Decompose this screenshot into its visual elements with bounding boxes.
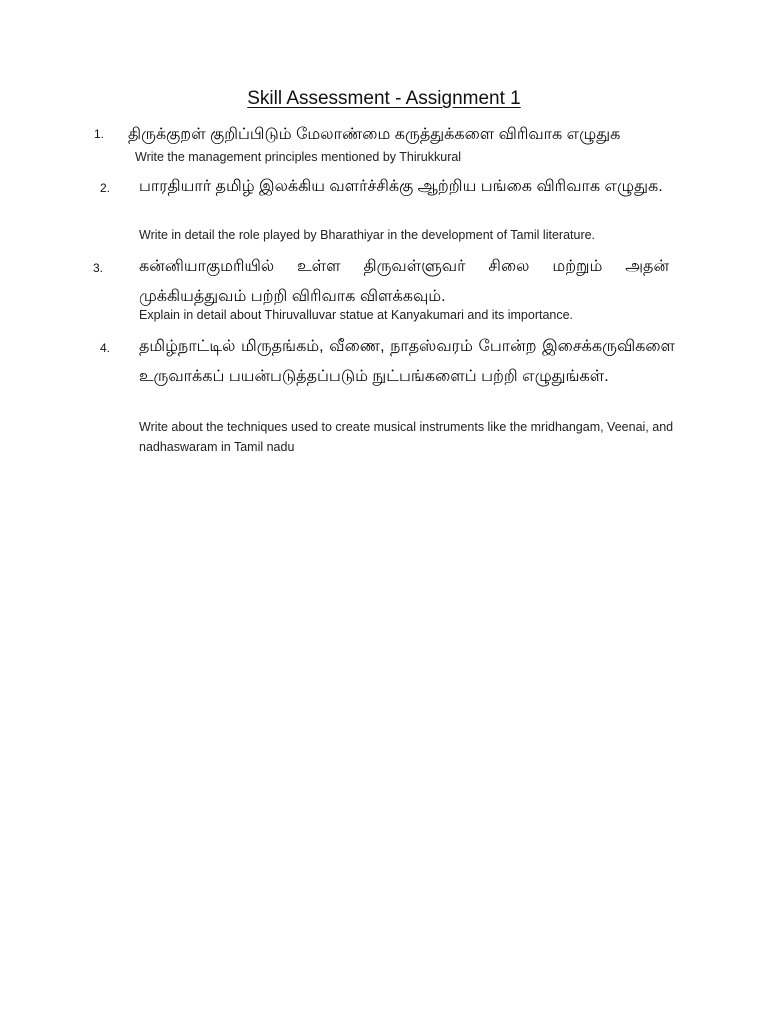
question-text-english: Write about the techniques used to create musical instruments like the mridhangam, Veenai, and nadhaswaram in Tamil nadu bbox=[139, 420, 674, 454]
question-number: 2. bbox=[100, 181, 111, 195]
question-number: 1. bbox=[94, 127, 105, 141]
page-title: Skill Assessment - Assignment 1 bbox=[247, 88, 521, 109]
question-text-english: Explain in detail about Thiruvalluvar statue at Kanyakumari and its importance. bbox=[139, 308, 574, 322]
question-text-english: Write in detail the role played by Bharathiyar in the development of Tamil literature. bbox=[139, 228, 596, 242]
question-text-english: Write the management principles mentioned by Thirukkural bbox=[135, 150, 462, 164]
question-number: 3. bbox=[93, 261, 104, 275]
question-text-tamil: திருக்குறள் குறிப்பிடும் மேலாண்மை கருத்துக்களை விரிவாக எழுதுக bbox=[128, 126, 621, 143]
question-text-tamil: கன்னியாகுமரியில் உள்ள திருவள்ளுவர் சிலை மற்றும் அதன் முக்கியத்துவம் பற்றி விரிவாக விளக்கவும். bbox=[139, 258, 669, 305]
question-text-tamil: பாரதியார் தமிழ் இலக்கிய வளர்ச்சிக்கு ஆற்றிய பங்கை விரிவாக எழுதுக. bbox=[139, 178, 663, 195]
question-text-tamil: தமிழ்நாட்டில் மிருதங்கம், வீணை, நாதஸ்வரம் போன்ற இசைக்கருவிகளை உருவாக்கப் பயன்படுத்தப்படும் நுட்பங்களைப் பற்றி எழுதுங்கள். bbox=[139, 338, 675, 385]
question-number: 4. bbox=[100, 341, 111, 355]
